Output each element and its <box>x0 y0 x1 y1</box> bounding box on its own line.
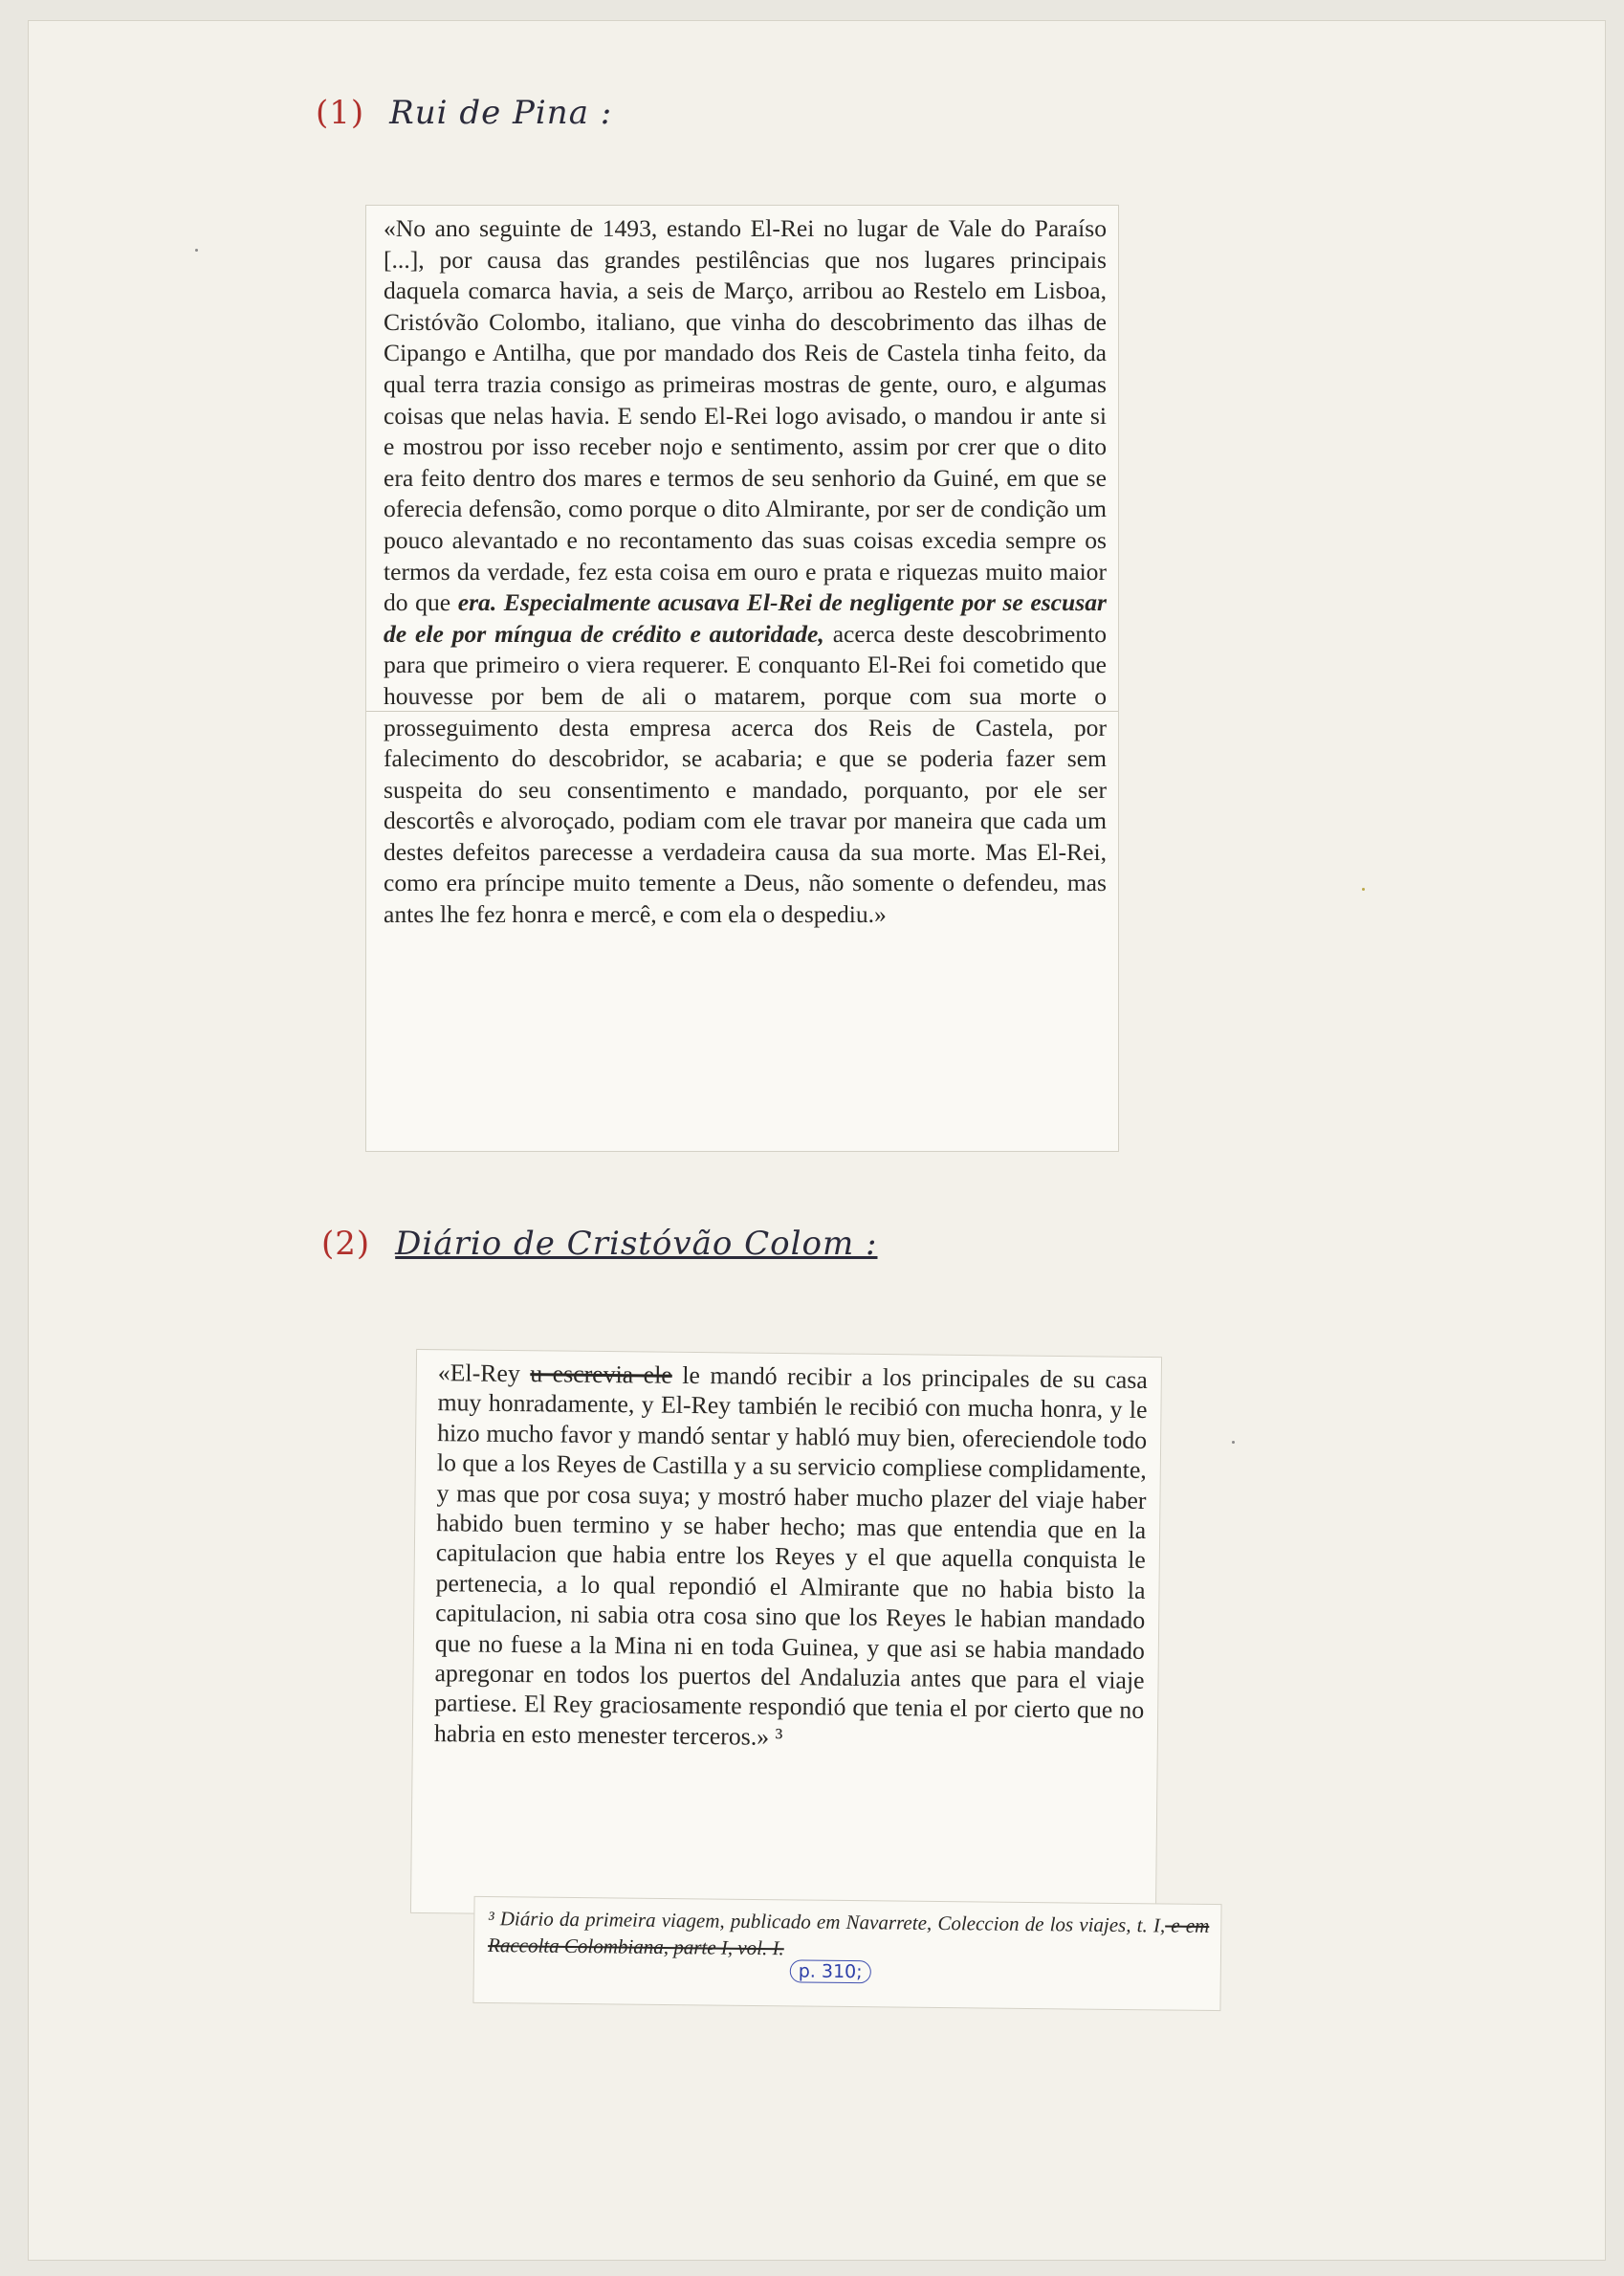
paper-speck <box>1362 888 1365 891</box>
heading-number: (1) <box>316 94 365 132</box>
clip2-lead: «El-Rey <box>437 1359 520 1388</box>
paper-speck <box>195 249 198 252</box>
paper-speck <box>1232 1441 1235 1444</box>
clipping-seam <box>366 711 1118 712</box>
clipping-footnote <box>472 1896 1221 2011</box>
heading-diario-colom <box>321 1225 877 1263</box>
clip2-body: le mandó recibir a los principales de su casa muy honradamente, y El-Rey también le recibió con mucha honra, y le hizo mucho favor y mandó sentar y habló muy bien, ofereciendole todo lo que a los Reyes de Castilla y a su servicio compliese complidamente, y mas que por cosa suya; y mostró haber mucho plazer del viaje haber habido buen termino y se haber hecho; mas que entendia que en la capitulacion que habia entre los Reyes y el que aquella conquista le pertenecia, a lo qual repondió el Almirante que no habia bisto la capitulacion, ni sabia otra cosa sino que los Reyes le habian mandado que no fuese a la Mina ni en toda Guinea, y que asi se habia mandado apregonar en todos los puertos del Andaluzia antes que para el viaje partiese. El Rey graciosamente respondió que tenia el por cierto que no habria en esto menester terceros.» ³ <box>433 1360 1148 1751</box>
clip2-paragraph <box>434 1358 1148 1756</box>
footnote-struck: e em Raccolta Colombiana, parte I, vol. I. <box>487 1913 1210 1960</box>
clip1-paragraph <box>384 213 1107 931</box>
footnote-paragraph <box>488 1905 1210 1966</box>
footnote-main: ³ Diário da primeira viagem, publicado em Navarrete, Coleccion de los viajes, t. I, <box>488 1907 1166 1937</box>
clip1-text-b: acerca deste descobrimento para que primeiro o viera requerer. E conquanto El-Rei foi cometido que houvesse por bem de ali o matarem, porque com sua morte o prosseguimento desta empresa acerca dos Reis de Castela, por falecimento do descobridor, se acabaria; e que se poderia fazer sem suspeita do seu consentimento e mandado, porquanto, por ele ser descortês e alvoroçado, podiam com ele travar por maneira que cada um destes defeitos parecesse a verdadeira causa da sua morte. Mas El-Rei, como era príncipe muito temente a Deus, não somente o defendeu, mas antes lhe fez honra e mercê, e com ela o despediu.» <box>384 619 1107 929</box>
clip1-text-italic: era. Especialmente acusava El-Rei de negligente por se escusar de ele por míngua de crédito e autoridade, <box>384 588 1107 648</box>
heading-rui-de-pina <box>316 94 612 132</box>
heading-text: Diário de Cristóvão Colom : <box>395 1225 878 1263</box>
heading-number: (2) <box>321 1225 371 1263</box>
handwritten-page-ref: p. 310; <box>790 1959 871 1983</box>
document-sheet <box>29 21 1605 2260</box>
clip2-struck-text: u escrevia ele <box>530 1359 672 1389</box>
clipping-rui-de-pina <box>365 205 1119 1152</box>
clipping-diario <box>410 1349 1162 1921</box>
clip1-text-a: «No ano seguinte de 1493, estando El-Rei no lugar de Vale do Paraíso [...], por causa das grandes pestilências que nos lugares principais daquela comarca havia, a seis de Março, arribou ao Restelo em Lisboa, Cristóvão Colombo, italiano, que vinha do descobrimento das ilhas de Cipango e Antilha, que por mandado dos Reis de Castela tinha feito, da qual terra trazia consigo as primeiras mostras de gente, ouro, e algumas coisas que nelas havia. E sendo El-Rei logo avisado, o mandou ir ante si e mostrou por isso receber nojo e sentimento, assim por crer que o dito era feito dentro dos mares e termos de seu senhorio da Guiné, em que se oferecia defensão, como porque o dito Almirante, por ser de condição um pouco alevantado e no recontamento das suas coisas excedia sempre os termos da verdade, fez esta coisa em ouro e prata e riquezas muito maior do que <box>384 214 1107 617</box>
heading-text: Rui de Pina : <box>389 94 613 132</box>
